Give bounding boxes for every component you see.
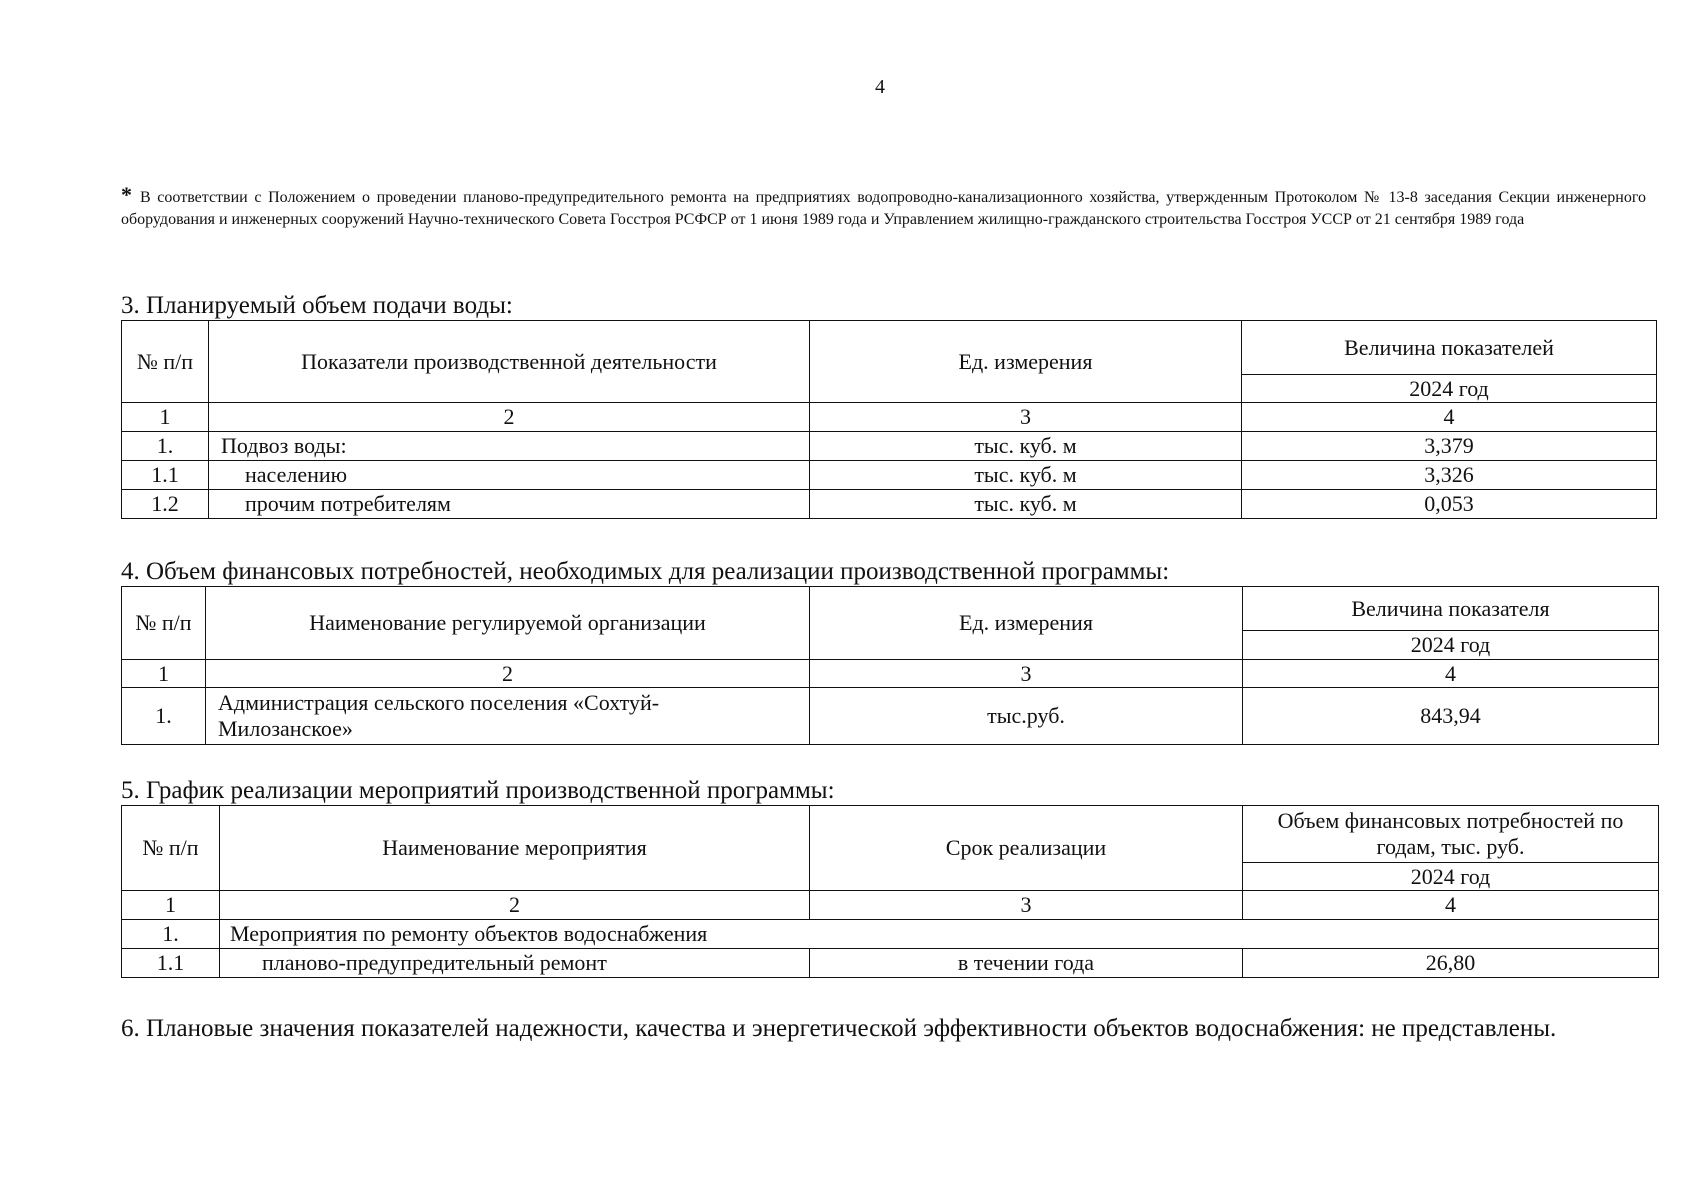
header-name: Наименование мероприятия — [220, 806, 810, 891]
header-value: Объем финансовых потребностей по годам, тыс. руб. — [1243, 806, 1659, 863]
col-number: 4 — [1242, 403, 1657, 432]
water-supply-table — [121, 320, 1657, 519]
col-number: 1 — [122, 403, 209, 432]
col-number: 2 — [209, 403, 810, 432]
col-number: 1 — [122, 891, 220, 920]
footnote — [121, 184, 1646, 231]
header-name: Наименование регулируемой организации — [206, 587, 810, 660]
header-num: № п/п — [122, 587, 206, 660]
row-num: 1.2 — [122, 490, 209, 519]
section3-title: 3. Планируемый объем подачи воды: — [121, 292, 513, 319]
row-num: 1.1 — [122, 461, 209, 490]
section4-title: 4. Объем финансовых потребностей, необходимых для реализации производственной программы: — [121, 558, 1170, 585]
section6-text: 6. Плановые значения показателей надежности, качества и энергетической эффективности объектов водоснабжения: не представлены. — [121, 1015, 1557, 1042]
header-unit: Ед. измерения — [810, 321, 1242, 403]
section5-title: 5. График реализации мероприятий производственной программы: — [121, 777, 835, 804]
row-unit: тыс. куб. м — [810, 490, 1242, 519]
table-row — [122, 688, 1659, 745]
col-number: 3 — [810, 660, 1243, 688]
row-name: прочим потребителям — [209, 490, 810, 519]
row-name: Администрация сельского поселения «Сохтуй-Милозанское» — [206, 688, 810, 745]
header-term: Срок реализации — [810, 806, 1243, 891]
row-value: 26,80 — [1243, 949, 1659, 978]
header-indicator: Показатели производственной деятельности — [209, 321, 810, 403]
table-group-row — [122, 920, 1659, 949]
header-year: 2024 год — [1243, 863, 1659, 891]
row-name: планово-предупредительный ремонт — [220, 949, 810, 978]
row-name: Мероприятия по ремонту объектов водоснабжения — [220, 920, 1659, 949]
header-num: № п/п — [122, 321, 209, 403]
col-number: 3 — [810, 891, 1243, 920]
header-year: 2024 год — [1243, 631, 1659, 660]
header-num: № п/п — [122, 806, 220, 891]
row-unit: тыс.руб. — [810, 688, 1243, 745]
row-num: 1. — [122, 920, 220, 949]
row-unit: тыс. куб. м — [810, 461, 1242, 490]
row-unit: тыс. куб. м — [810, 432, 1242, 461]
schedule-table — [121, 805, 1659, 978]
header-year: 2024 год — [1242, 375, 1657, 403]
table-row — [122, 461, 1657, 490]
row-value: 3,326 — [1242, 461, 1657, 490]
row-name: населению — [209, 461, 810, 490]
row-name: Подвоз воды: — [209, 432, 810, 461]
col-number: 2 — [220, 891, 810, 920]
page-number: 4 — [875, 76, 885, 98]
financial-needs-table — [121, 586, 1659, 745]
header-value: Величина показателей — [1242, 321, 1657, 375]
header-value: Величина показателя — [1243, 587, 1659, 631]
row-num: 1. — [122, 432, 209, 461]
row-num: 1. — [122, 688, 206, 745]
header-unit: Ед. измерения — [810, 587, 1243, 660]
col-number: 4 — [1243, 660, 1659, 688]
row-num: 1.1 — [122, 949, 220, 978]
col-number: 1 — [122, 660, 206, 688]
footnote-text: В соответствии с Положением о проведении планово-предупредительного ремонта на предприятиях водопроводно-канализационного хозяйства, утвержденным Протоколом № 13-8 заседания Секции инженерного оборудования и инженерных сооружений Научно-технического Совета Госстроя РСФСР от 1 июня 1989 года и Управлением жилищно-гражданского строительства Госстроя УССР от 21 сентября 1989 года — [121, 189, 1646, 228]
col-number: 3 — [810, 403, 1242, 432]
row-term: в течении года — [810, 949, 1243, 978]
row-value: 843,94 — [1243, 688, 1659, 745]
table-row — [122, 949, 1659, 978]
col-number: 4 — [1243, 891, 1659, 920]
footnote-marker: * — [121, 182, 132, 207]
col-number: 2 — [206, 660, 810, 688]
row-value: 3,379 — [1242, 432, 1657, 461]
table-row — [122, 490, 1657, 519]
row-value: 0,053 — [1242, 490, 1657, 519]
table-row — [122, 432, 1657, 461]
